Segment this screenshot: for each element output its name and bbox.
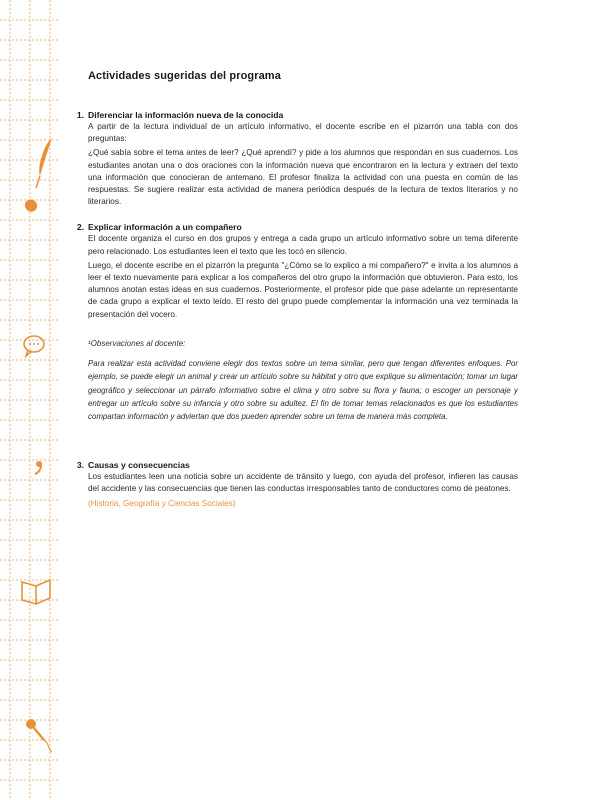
- activity-section-2: [72, 222, 518, 320]
- section-heading: [72, 222, 518, 232]
- subject-tag: (Historia, Geografía y Ciencias Sociales): [88, 499, 236, 509]
- teacher-note: [72, 339, 518, 424]
- open-book-icon: [22, 580, 50, 604]
- section-number: 3.: [76, 459, 84, 470]
- microphone-icon: [26, 719, 52, 752]
- margin-grid: [0, 0, 60, 800]
- main-content: [72, 70, 518, 522]
- comma-icon: [35, 461, 42, 474]
- section-heading: [72, 110, 518, 120]
- activity-section-1: [72, 110, 518, 208]
- note-text: Para realizar esta actividad conviene elegir dos textos sobre un tema similar, pero que tengan diferentes enfoques. Por ejemplo, se puede elegir un animal y crear un artículo sobre su hábitat y otro que explique su alimentación; tomar un lugar geográfico y seleccionar un párrafo informativo sobre el clima y otro sobre su flora y fauna; o escoger un personaje y entregar un artículo sobre su infancia y otro sobre su adultez. El fin de tomar temas relacionados es que los estudiantes compartan información y adviertan que dos pueden aprender sobre un tema de manera más completa.: [88, 358, 518, 422]
- ink-blot-icon: [25, 199, 37, 211]
- section-number: 1.: [76, 110, 84, 120]
- section-title: Diferenciar la información nueva de la conocida: [88, 110, 284, 120]
- section-paragraph: ¿Qué sabía sobre el tema antes de leer? ¿Qué aprendí? y pide a los alumnos que respondan en sus cuadernos. Los estudiantes anotan una o dos oraciones con la información nueva que encontraron en la lectura y extraen del texto una información que conocieran de antemano. El profesor finaliza la actividad con una puesta en común de las respuestas. Se sugiere realizar esta actividad de manera periódica después de la lectura de textos literarios y no literarios.: [88, 148, 518, 207]
- section-paragraph: Luego, el docente escribe en el pizarrón la pregunta "¿Cómo se lo explico a mi compañero?" e invita a los alumnos a leer el texto nuevamente para explicar a los compañeros del otro grupo la información que obtuvieron. Para esto, los alumnos anotan estas ideas en sus cuadernos. Posteriormente, el profesor pide que pase adelante un representante de cada grupo a explicar el texto leído. El resto del grupo puede complementar la información una vez terminada la presentación del vocero.: [88, 260, 518, 319]
- section-heading: [72, 460, 518, 470]
- notebook-margin: [0, 0, 60, 800]
- activity-section-3: [72, 460, 518, 508]
- note-title: ¹Observaciones al docente:: [88, 338, 186, 348]
- section-paragraph: El docente organiza el curso en dos grupos y entrega a cada grupo un artículo informativo sobre un tema diferente pero relacionado. Los estudiantes leen el texto que les tocó en silencio.: [88, 234, 518, 256]
- section-number: 2.: [76, 222, 84, 233]
- section-paragraph: Los estudiantes leen una noticia sobre un accidente de tránsito y luego, con ayuda del profesor, infieren las causas del accidente y las consecuencias que tienen las conductas irresponsables tanto de conductores como de peatones.: [88, 471, 518, 494]
- section-paragraph: A partir de la lectura individual de un artículo informativo, el docente escribe en el pizarrón una tabla con dos preguntas:: [88, 122, 518, 144]
- section-title: Causas y consecuencias: [88, 459, 190, 470]
- speech-bubble-icon: [24, 336, 44, 356]
- section-title: Explicar información a un compañero: [88, 222, 242, 233]
- page-title: Actividades sugeridas del programa: [88, 70, 281, 82]
